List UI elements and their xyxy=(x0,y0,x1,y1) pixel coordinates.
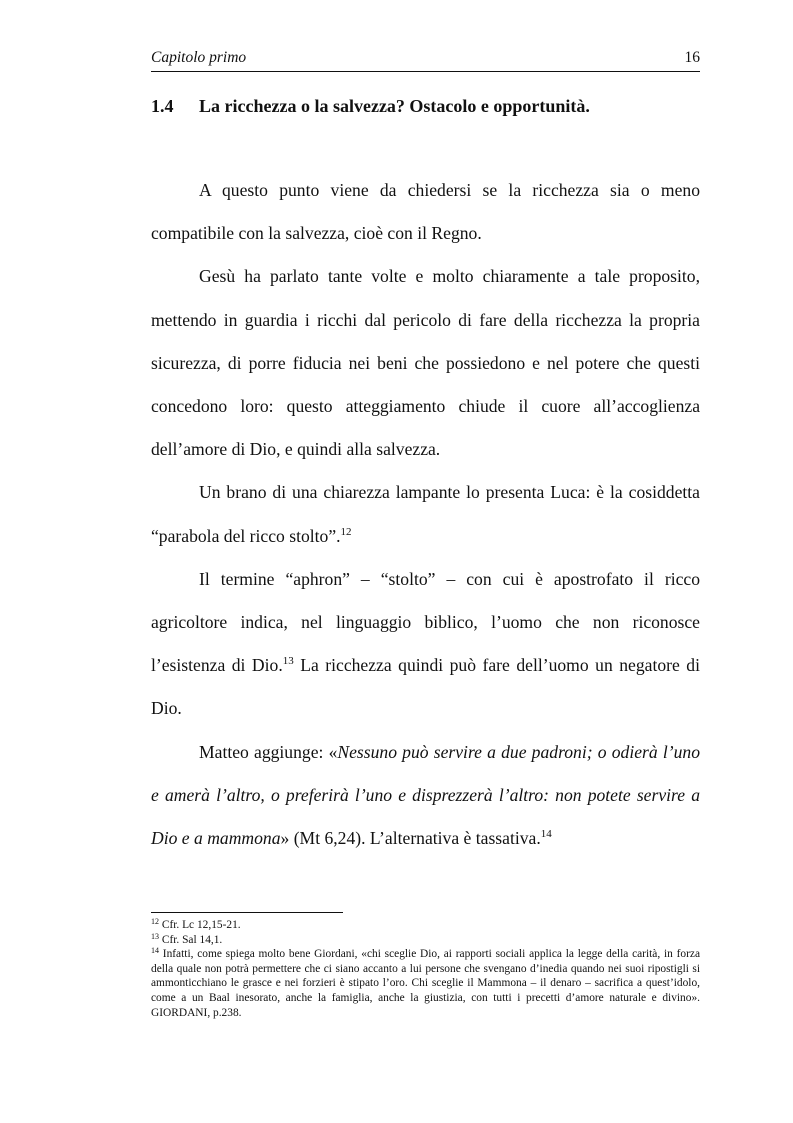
paragraph-2: Gesù ha parlato tante volte e molto chiaramente a tale proposito, mettendo in guardia i ricchi dal pericolo di fare della ricchezza la propria sicurezza, di porre fiducia nei beni che possiedono e nel potere che questi concedono loro: questo atteggiamento chiude il cuore all’accoglienza dell’amore di Dio, e quindi alla salvezza. xyxy=(151,266,700,460)
footnote-14 xyxy=(151,947,700,1020)
paragraph-3-text: Un brano di una chiarezza lampante lo presenta Luca: è la cosiddetta “parabola del ricco stolto”. xyxy=(151,482,700,546)
running-header xyxy=(151,47,700,72)
paragraph-3 xyxy=(151,471,700,557)
paragraph-4 xyxy=(151,558,700,731)
document-page xyxy=(151,0,700,1123)
footnote-text: Cfr. Sal 14,1. xyxy=(159,933,223,946)
footnote-number: 14 xyxy=(151,946,159,956)
section-heading xyxy=(151,96,700,117)
footnote-number: 12 xyxy=(151,917,159,926)
chapter-title: Capitolo primo xyxy=(151,49,247,66)
footnote-text: Cfr. Lc 12,15-21. xyxy=(159,919,241,931)
paragraph-5-text-a: Matteo aggiunge: « xyxy=(199,741,338,762)
footnote-12 xyxy=(151,918,700,933)
body-text xyxy=(151,169,700,860)
matthew-quote: Nessuno può servire a due padroni; o odierà l’uno e amerà l’altro, o preferirà l’uno e disprezzerà l’altro: non potete servire a Dio e a mammona xyxy=(151,741,701,849)
footnotes xyxy=(151,918,700,1020)
paragraph-4-text-a: Il termine “aphron” – “stolto” – con cui è apostrofato il ricco agricoltore indica, nel linguaggio biblico, l’uomo che non riconosce l’esistenza di Dio. xyxy=(151,568,700,676)
footnote-text: Infatti, come spiega molto bene Giordani, «chi sceglie Dio, ai rapporti sociali applica la legge della carità, in forza della quale non potrà permettere che ci siano accanto a lui persone che svengano d’inedia quando nei suoi ripostigli si ammonticchiano le grasce e nei forzieri è stipato l’oro. Chi sceglie il Mammona – il denaro – sacrifica a quest’idolo, come a un Baal inesorato, anche la famiglia, anche la giustizia, con tutti i precetti d’amore naturale e divino». GIORDANI, p.238. xyxy=(151,948,700,1019)
footnote-ref-14[interactable]: 14 xyxy=(540,828,552,841)
footnote-13 xyxy=(151,933,700,948)
page-number: 16 xyxy=(684,49,700,66)
footnote-number: 13 xyxy=(151,931,159,941)
paragraph-1: A questo punto viene da chiedersi se la ricchezza sia o meno compatibile con la salvezza, cioè con il Regno. xyxy=(151,180,700,244)
footnote-ref-12[interactable]: 12 xyxy=(340,525,352,538)
section-title: La ricchezza o la salvezza? Ostacolo e opportunità. xyxy=(199,96,590,116)
footnote-divider xyxy=(151,912,343,913)
footnote-ref-13[interactable]: 13 xyxy=(282,655,294,668)
paragraph-4-text-b: La ricchezza quindi può fare dell’uomo un negatore di Dio. xyxy=(151,655,700,719)
section-number: 1.4 xyxy=(151,96,174,116)
paragraph-5-text-b: » (Mt 6,24). L’alternativa è tassativa. xyxy=(280,828,541,849)
paragraph-5 xyxy=(151,731,700,861)
